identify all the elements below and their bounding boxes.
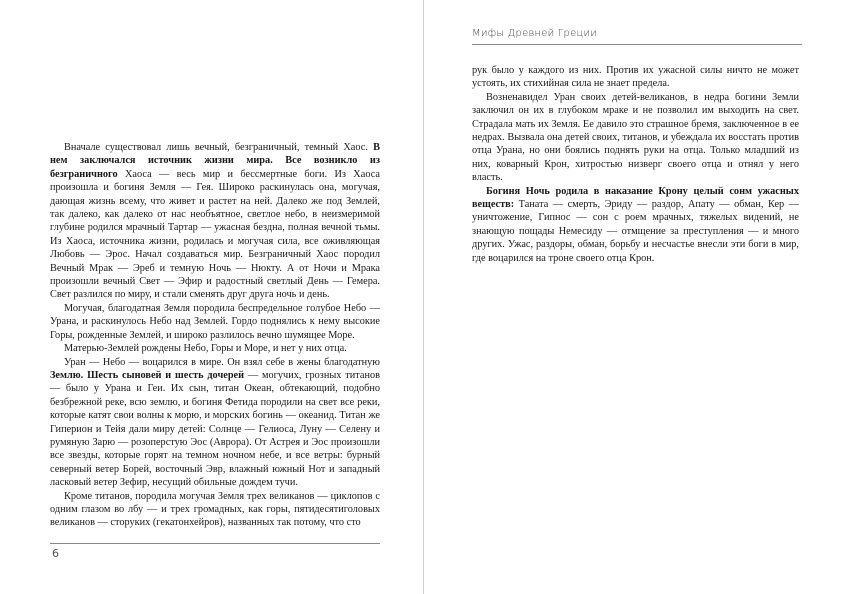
bold-phrase: Богиня Ночь родила в наказание Крону целый сонм ужасных веществ: [472,185,799,211]
left-page [0,0,423,594]
paragraph [50,490,380,530]
header-rule [472,44,802,45]
paragraph-text: Кроме титанов, породила могучая Земля трех великанов — циклопов с одним глазом во лбу — и трех громадных, как горы, пятидесятиголовых великанов — сторуких (гекатонхейров), названных так потому, что сто [50,490,380,529]
running-header-title: Мифы Древней Греции [472,28,598,39]
paragraph-text: — могучих, грозных титанов — было у Урана и Геи. Их сын, титан Океан, обтекающий, подобно безбрежной реке, всю землю, и богиня Фетида породили на свет все реки, которые катят свои волны к морю, и морских богинь — океанид. Титан же Гиперион и Тейя дали миру детей: Солнце — Гелиоса, Луну — Селену и румяную Зарю — розоперстую Эос (Аврора). От Астрея и Эос произошли все звезды, которые горят на темном ночном небе, и все ветры: бурный северный ветер Борей, восточный Эвр, влажный южный Нот и западный ласковый ветер Зефир, несущий обильные дождем тучи. [50,369,380,489]
page-number: 6 [52,547,59,560]
paragraph-text: Возненавидел Уран своих детей-великанов, в недра богини Земли заключил он их в глубоком мраке и не позволил им выходить на свет. Страдала мать их Земля. Ее давило это страшное бремя, заключенное в ее недрах. Вызвала она детей своих, титанов, и убеждала их восстать против отца Урана, но они боялись поднять руки на отца. Только младший из них, коварный Крон, хитростью низверг своего отца и отнял у него власть. [472,91,799,184]
paragraph-text: Матерью-Землей рождены Небо, Горы и Море, и нет у них отца. [64,343,347,355]
paragraph-text: рук было у каждого из них. Против их ужасной силы ничто не может устоять, их стихийная сила не знает предела. [472,65,799,90]
paragraph [472,91,799,185]
footer-rule [50,543,380,544]
paragraph-text: Таната — смерть, Эриду — раздор, Апату — обман, Кер — уничтожение, Гипнос — сон с роем мрачных, тяжелых видений, не знающую пощады Немесиду — отмщение за преступления — и много других. Ужас, раздоры, обман, борьбу и несчастье внесли эти боги в мир, где воцарился на троне своего отца Крон. [472,199,799,264]
paragraph [50,141,380,302]
paragraph [50,356,380,490]
paragraph [472,64,799,91]
right-page-text [472,64,799,265]
paragraph [50,342,380,355]
paragraph-text: Могучая, благодатная Земля породила беспредельное голубое Небо — Урана, и раскинулось Небо над Землей. Гордо поднялись к нему высокие Горы, рожденные Землей, и широко разлилось вечно шумящее Море. [50,302,380,341]
paragraph-text: Уран — Небо — воцарился в мире. Он взял себе в жены благодатную [64,356,380,368]
bold-phrase: В нем заключался источник жизни мира. Все возникло из безграничного [50,142,380,180]
paragraph-text: Вначале существовал лишь вечный, безграничный, темный Хаос. [64,142,374,153]
paragraph [50,302,380,342]
paragraph [472,185,799,265]
bold-phrase: Землю. Шесть сыновей и шесть дочерей [50,369,245,381]
right-page [424,0,847,594]
paragraph-text: Хаоса — весь мир и бессмертные боги. Из Хаоса произошла и богиня Земля — Гея. Широко раскинулась она, могучая, дающая жизнь всему, что живет и растет на ней. Далеко же под Землей, так далеко, как далеко от нас необъятное, светлое небо, в неизмеримой глубине родился мрачный Тартар — ужасная бездна, полная вечной тьмы. Из Хаоса, источника жизни, родилась и могучая сила, все оживляющая Любовь — Эрос. Начал создаваться мир. Безграничный Хаос породил Вечный Мрак — Эреб и темную Ночь — Нюкту. А от Ночи и Мрака произошли вечный Свет — Эфир и радостный светлый День — Гемера. Свет разлился по миру, и стали сменять друг друга ночь и день. [50,168,380,301]
left-page-text [50,141,380,530]
